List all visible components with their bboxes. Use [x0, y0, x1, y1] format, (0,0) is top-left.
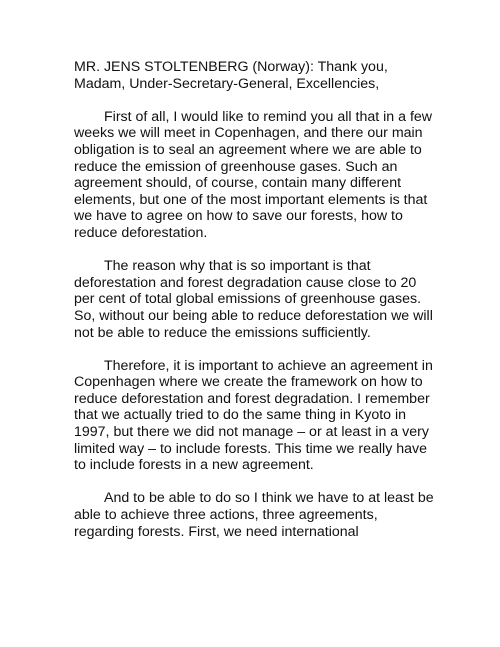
paragraph-deforestation-reason: The reason why that is so important is that deforestation and forest degradation cause close to 20 per cent of total global emissions of greenhouse gases. So, without our being able to reduce deforestation we will not be able to reduce the emissions sufficiently.: [74, 258, 433, 341]
paragraph-three-actions: And to be able to do so I think we have to at least be able to achieve three actions, three agreements, regarding forests. First, we need international: [74, 490, 434, 540]
speech-text: [74, 59, 434, 557]
paragraph-copenhagen: First of all, I would like to remind you all that in a few weeks we will meet in Copenhagen, and there our main obligation is to seal an agreement where we are able to reduce the emission of greenhouse gases. Such an agreement should, of course, contain many different elements, but one of the most important elements is that we have to agree on how to save our forests, how to reduce deforestation.: [74, 108, 433, 241]
paragraph-kyoto: Therefore, it is important to achieve an agreement in Copenhagen where we create the framework on how to reduce deforestation and forest degradation. I remember that we actually tried to do the same thing in Kyoto in 1997, but there we did not manage – or at least in a very limited way – to include forests. This time we really have to include forests in a new agreement.: [74, 357, 433, 474]
speaker-intro-paragraph: MR. JENS STOLTENBERG (Norway): Thank you, Madam, Under-Secretary-General, Excellencies,: [74, 59, 388, 92]
